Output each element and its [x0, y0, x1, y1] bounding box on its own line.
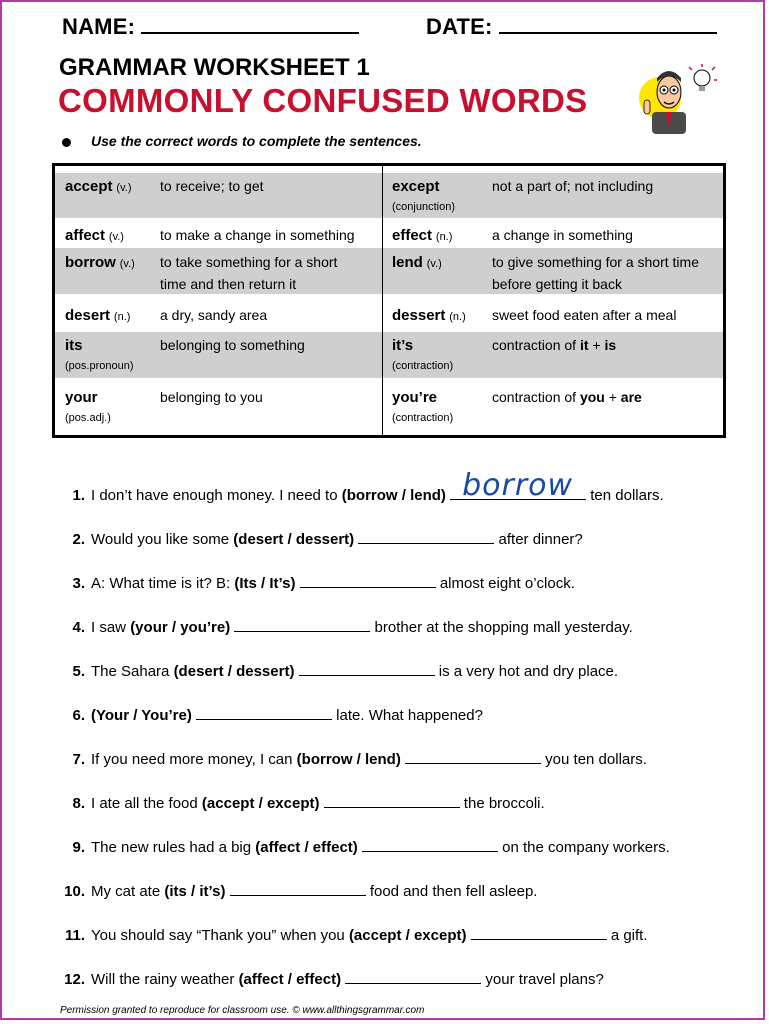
instruction: Use the correct words to complete the sentences. — [62, 133, 422, 149]
question-2: 2. Would you like some (desert / dessert) after dinner? — [72, 531, 583, 548]
question-12: 12. Will the rainy weather (affect / effect) your travel plans? — [64, 971, 604, 988]
question-6: 6. (Your / You’re) late. What happened? — [72, 707, 483, 724]
vocab-word: except (conjunction) — [392, 178, 455, 213]
vocab-word: its (pos.pronoun) — [65, 337, 134, 372]
vocab-word: your (pos.adj.) — [65, 389, 111, 424]
vocab-definition: sweet food eaten after a meal — [492, 307, 677, 323]
answer-blank[interactable] — [234, 617, 370, 632]
answer-blank[interactable] — [196, 705, 332, 720]
question-3: 3. A: What time is it? B: (Its / It’s) almost eight o’clock. — [72, 575, 575, 592]
answer-blank[interactable] — [471, 925, 607, 940]
question-7: 7. If you need more money, I can (borrow / lend) you ten dollars. — [72, 751, 647, 768]
vocab-word: it’s (contraction) — [392, 337, 454, 372]
question-8: 8. I ate all the food (accept / except) the broccoli. — [72, 795, 545, 812]
question-10: 10. My cat ate (its / it’s) food and then fell asleep. — [64, 883, 538, 900]
vocab-word: accept (v.) — [65, 178, 132, 195]
vocab-definition: to give something for a short time before getting it back — [492, 254, 699, 292]
answer-blank[interactable] — [405, 749, 541, 764]
vocabulary-table — [52, 163, 726, 438]
worksheet-subtitle: COMMONLY CONFUSED WORDS — [58, 82, 588, 119]
answer-blank[interactable] — [324, 793, 460, 808]
vocab-word: you’re (contraction) — [392, 389, 454, 424]
vocab-word: affect (v.) — [65, 227, 124, 244]
idea-mascot-icon — [638, 62, 718, 134]
question-11: 11. You should say “Thank you” when you (accept / except) a gift. — [64, 927, 648, 944]
vocab-definition: a dry, sandy area — [160, 307, 268, 323]
column-divider — [382, 166, 383, 435]
vocab-definition: not a part of; not including — [492, 178, 654, 194]
question-1: 1. I don’t have enough money. I need to (borrow / lend) borrow ten dollars. — [72, 468, 664, 504]
question-5: 5. The Sahara (desert / dessert) is a very hot and dry place. — [72, 663, 619, 680]
name-line[interactable] — [141, 14, 359, 34]
worksheet-title: GRAMMAR WORKSHEET 1 — [59, 54, 370, 81]
vocab-word: lend (v.) — [392, 254, 442, 271]
vocab-word: borrow (v.) — [65, 254, 135, 271]
vocab-definition: a change in something — [492, 227, 633, 243]
answer-blank[interactable] — [230, 881, 366, 896]
question-9: 9. The new rules had a big (affect / effect) on the company workers. — [72, 839, 670, 856]
answer-blank[interactable] — [362, 837, 498, 852]
answer-blank[interactable] — [450, 468, 586, 503]
vocab-definition: to take something for a short time and then return it — [160, 254, 338, 292]
vocab-word: effect (n.) — [392, 227, 453, 244]
vocab-definition: contraction of you + are — [492, 389, 642, 405]
vocab-definition: belonging to something — [160, 337, 305, 353]
vocab-definition: to make a change in something — [160, 227, 355, 243]
name-field[interactable]: NAME: — [62, 14, 359, 40]
question-4: 4. I saw (your / you’re) brother at the shopping mall yesterday. — [72, 619, 633, 636]
vocab-definition: belonging to you — [160, 389, 263, 405]
bullet-icon — [62, 138, 71, 147]
date-field[interactable]: DATE: — [426, 14, 717, 40]
vocab-definition: contraction of it + is — [492, 337, 617, 353]
vocab-word: desert (n.) — [65, 307, 131, 324]
answer-blank[interactable] — [300, 573, 436, 588]
table-row — [55, 332, 723, 378]
footer-copyright: Permission granted to reproduce for classroom use. © www.allthingsgrammar.com — [60, 1005, 425, 1016]
answer-blank[interactable] — [299, 661, 435, 676]
answer-blank[interactable] — [358, 529, 494, 544]
handwritten-answer: borrow — [462, 468, 574, 503]
date-line[interactable] — [499, 14, 717, 34]
answer-blank[interactable] — [345, 969, 481, 984]
vocab-word: dessert (n.) — [392, 307, 466, 324]
vocab-definition: to receive; to get — [160, 178, 264, 194]
